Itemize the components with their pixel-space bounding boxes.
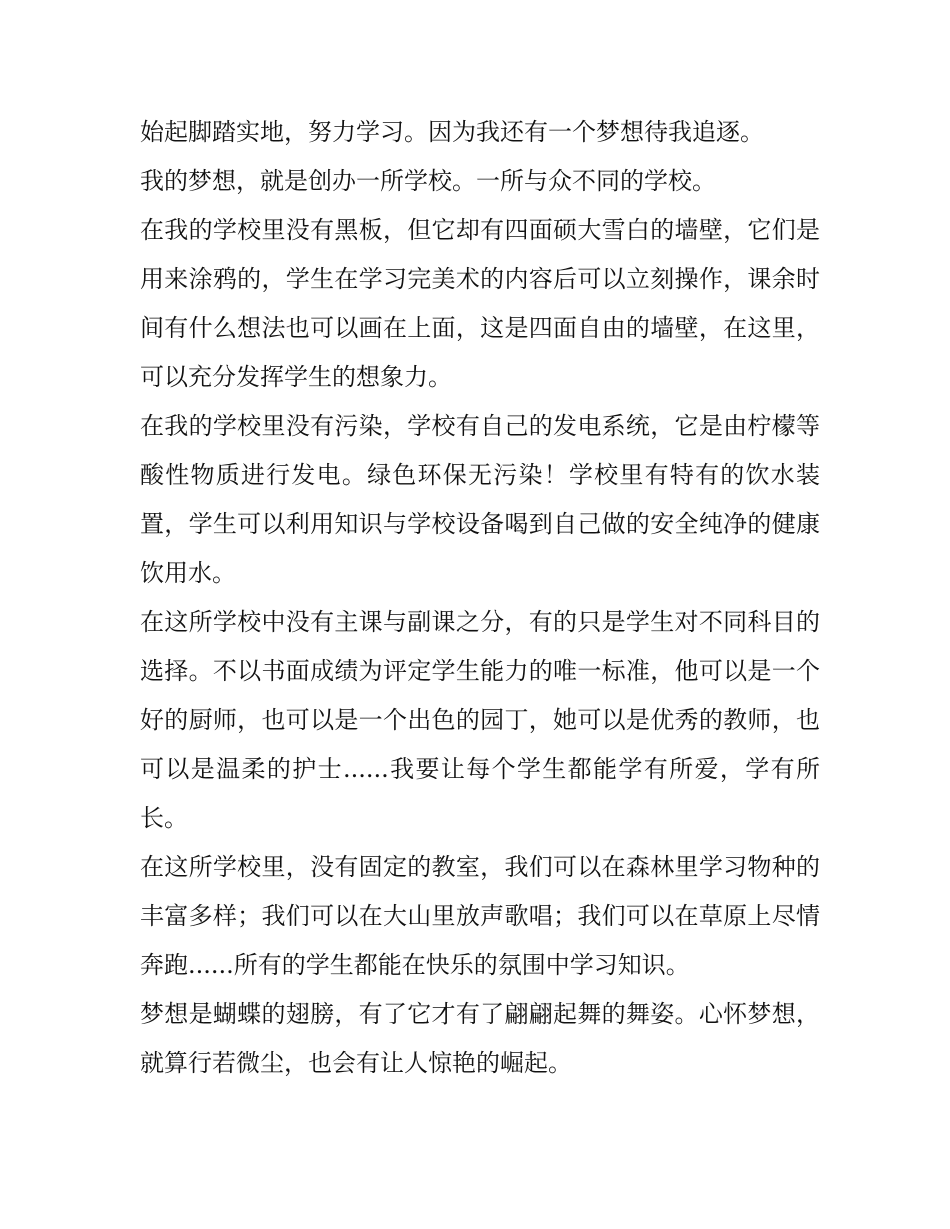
paragraph-7: 梦想是蝴蝶的翅膀，有了它才有了翩翩起舞的舞姿。心怀梦想，就算行若微尘，也会有让人惊艳的崛起。 <box>140 1000 820 1077</box>
paragraph-3: 在我的学校里没有黑板，但它却有四面硕大雪白的墙壁，它们是用来涂鸦的，学生在学习完美术的内容后可以立刻操作，课余时间有什么想法也可以画在上面，这是四面自由的墙壁，在这里，可以充分发挥学生的想象力。 <box>140 216 820 391</box>
document-body <box>140 108 820 1088</box>
paragraph-5: 在这所学校中没有主课与副课之分，有的只是学生对不同科目的选择。不以书面成绩为评定学生能力的唯一标准，他可以是一个好的厨师，也可以是一个出色的园丁，她可以是优秀的教师，也可以是温柔的护士......我要让每个学生都能学有所爱，学有所长。 <box>140 608 820 832</box>
paragraph-1: 始起脚踏实地，努力学习。因为我还有一个梦想待我追逐。 <box>140 118 764 146</box>
paragraph-4: 在我的学校里没有污染，学校有自己的发电系统，它是由柠檬等酸性物质进行发电。绿色环保无污染！学校里有特有的饮水装置，学生可以利用知识与学校设备喝到自己做的安全纯净的健康饮用水。 <box>140 412 820 587</box>
paragraph-6: 在这所学校里，没有固定的教室，我们可以在森林里学习物种的丰富多样；我们可以在大山里放声歌唱；我们可以在草原上尽情奔跑......所有的学生都能在快乐的氛围中学习知识。 <box>140 853 820 979</box>
paragraph-2: 我的梦想，就是创办一所学校。一所与众不同的学校。 <box>140 167 716 195</box>
